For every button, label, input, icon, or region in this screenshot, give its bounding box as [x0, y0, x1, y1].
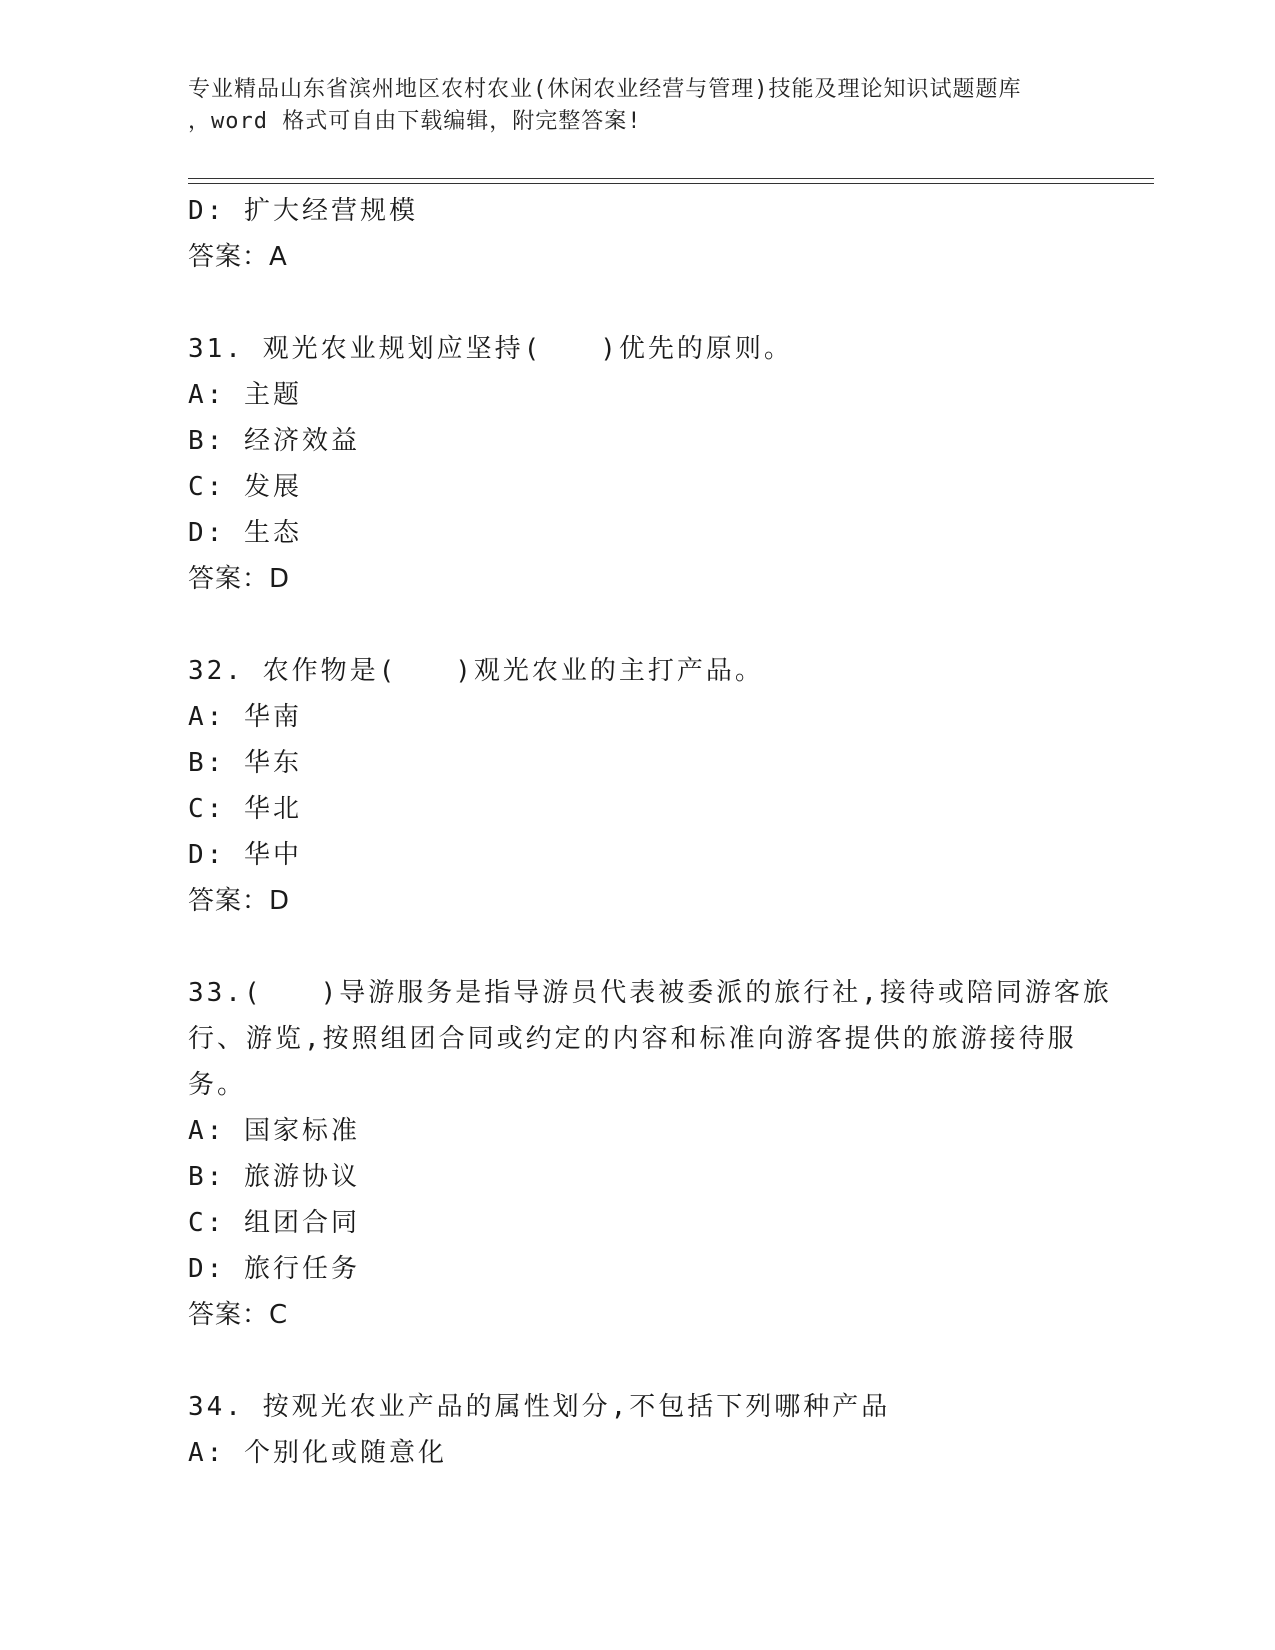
question-34: [188, 1384, 1088, 1476]
option-c: C: 华北: [188, 794, 302, 824]
spacer: [188, 1338, 1088, 1384]
question-31: [188, 326, 1088, 602]
question-stem: 32. 农作物是( )观光农业的主打产品。: [188, 656, 764, 686]
answer-line: 答案：D: [188, 564, 291, 594]
answer-line: 答案：C: [188, 1300, 289, 1330]
question-stem-line-2: 行、游览,按照组团合同或约定的内容和标准向游客提供的旅游接待服: [188, 1024, 1077, 1054]
answer-line: 答案：D: [188, 886, 291, 916]
option-d: D: 扩大经营规模: [188, 196, 418, 226]
option-d: D: 旅行任务: [188, 1254, 360, 1284]
question-32: [188, 648, 1088, 924]
question-stem: 34. 按观光农业产品的属性划分,不包括下列哪种产品: [188, 1392, 891, 1422]
option-d: D: 生态: [188, 518, 302, 548]
option-b: B: 经济效益: [188, 426, 360, 456]
header-title-line-2: ，word 格式可自由下载编辑，附完整答案!: [188, 109, 642, 134]
header-divider-top: [188, 178, 1154, 179]
option-c: C: 发展: [188, 472, 302, 502]
question-list: [188, 188, 1112, 1476]
header-title-line-1: 专业精品山东省滨州地区农村农业(休闲农业经营与管理)技能及理论知识试题题库: [188, 77, 1022, 102]
option-a: A: 主题: [188, 380, 302, 410]
option-b: B: 华东: [188, 748, 302, 778]
option-a: A: 国家标准: [188, 1116, 360, 1146]
question-stem-line-1: 33.( )导游服务是指导游员代表被委派的旅行社,接待或陪同游客旅: [188, 978, 1112, 1008]
answer-line: 答案：A: [188, 242, 288, 272]
option-d: D: 华中: [188, 840, 302, 870]
question-stem: 31. 观光农业规划应坚持( )优先的原则。: [188, 334, 793, 364]
document-header: [188, 74, 1088, 138]
option-c: C: 组团合同: [188, 1208, 360, 1238]
option-a: A: 华南: [188, 702, 302, 732]
spacer: [188, 924, 1088, 970]
header-divider-bottom: [188, 183, 1154, 184]
question-stem-line-3: 务。: [188, 1070, 247, 1100]
option-a: A: 个别化或随意化: [188, 1438, 447, 1468]
question-33: [188, 970, 1112, 1338]
option-b: B: 旅游协议: [188, 1162, 360, 1192]
spacer: [188, 602, 1088, 648]
spacer: [188, 280, 1088, 326]
